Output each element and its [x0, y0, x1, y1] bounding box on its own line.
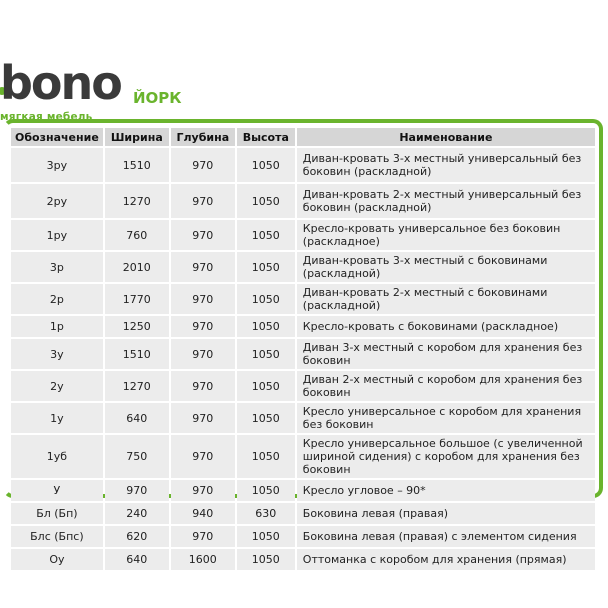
- logo-tagline: мягкая мебель: [0, 111, 93, 123]
- model-title: ЙОРК: [133, 89, 182, 107]
- table-row: [11, 316, 595, 337]
- table-row: [11, 184, 595, 218]
- cell-width: 2010: [105, 252, 169, 282]
- cell-height: 1050: [237, 252, 295, 282]
- cell-name: Диван-кровать 2-х местный универсальный без боковин (раскладной): [297, 184, 595, 218]
- cell-name: Диван-кровать 3-х местный с боковинами (раскладной): [297, 252, 595, 282]
- table-row: [11, 220, 595, 250]
- cell-width: 1510: [105, 148, 169, 182]
- cell-depth: 970: [171, 403, 235, 433]
- cell-depth: 940: [171, 503, 235, 524]
- table-row: [11, 549, 595, 570]
- header-code: Обозначение: [11, 128, 103, 146]
- cell-code: 1р: [11, 316, 103, 337]
- spec-table: [9, 126, 597, 572]
- cell-width: 640: [105, 403, 169, 433]
- cell-height: 1050: [237, 148, 295, 182]
- cell-code: 3у: [11, 339, 103, 369]
- cell-height: 1050: [237, 435, 295, 478]
- cell-depth: 970: [171, 148, 235, 182]
- cell-height: 1050: [237, 526, 295, 547]
- cell-code: 2ру: [11, 184, 103, 218]
- header-height: Высота: [237, 128, 295, 146]
- cell-width: 240: [105, 503, 169, 524]
- cell-code: 3ру: [11, 148, 103, 182]
- cell-name: Оттоманка с коробом для хранения (прямая): [297, 549, 595, 570]
- cell-width: 1270: [105, 371, 169, 401]
- table-row: [11, 480, 595, 501]
- cell-width: 760: [105, 220, 169, 250]
- cell-depth: 970: [171, 339, 235, 369]
- cell-depth: 970: [171, 316, 235, 337]
- cell-height: 1050: [237, 403, 295, 433]
- cell-code: 3р: [11, 252, 103, 282]
- cell-code: 2р: [11, 284, 103, 314]
- cell-height: 1050: [237, 316, 295, 337]
- header-width: Ширина: [105, 128, 169, 146]
- cell-code: У: [11, 480, 103, 501]
- cell-width: 620: [105, 526, 169, 547]
- cell-height: 630: [237, 503, 295, 524]
- cell-name: Диван-кровать 3-х местный универсальный без боковин (раскладной): [297, 148, 595, 182]
- table-header-row: [11, 128, 595, 146]
- cell-code: 1ру: [11, 220, 103, 250]
- header-depth: Глубина: [171, 128, 235, 146]
- logo-word: bono: [0, 56, 121, 110]
- cell-height: 1050: [237, 339, 295, 369]
- cell-width: 1270: [105, 184, 169, 218]
- cell-width: 640: [105, 549, 169, 570]
- cell-height: 1050: [237, 284, 295, 314]
- cell-name: Кресло-кровать универсальное без боковин (раскладное): [297, 220, 595, 250]
- cell-height: 1050: [237, 371, 295, 401]
- cell-depth: 970: [171, 220, 235, 250]
- cell-name: Диван-кровать 2-х местный с боковинами (раскладной): [297, 284, 595, 314]
- cell-width: 750: [105, 435, 169, 478]
- cell-depth: 1600: [171, 549, 235, 570]
- cell-name: Диван 3-х местный с коробом для хранения без боковин: [297, 339, 595, 369]
- cell-name: Кресло-кровать с боковинами (раскладное): [297, 316, 595, 337]
- cell-name: Боковина левая (правая) с элементом сидения: [297, 526, 595, 547]
- cell-name: Диван 2-х местный с коробом для хранения без боковин: [297, 371, 595, 401]
- header-name: Наименование: [297, 128, 595, 146]
- cell-width: 1250: [105, 316, 169, 337]
- table-row: [11, 435, 595, 478]
- cell-height: 1050: [237, 549, 295, 570]
- cell-name: Кресло угловое – 90*: [297, 480, 595, 501]
- cell-depth: 970: [171, 371, 235, 401]
- cell-code: 1уб: [11, 435, 103, 478]
- cell-code: 2у: [11, 371, 103, 401]
- cell-width: 1510: [105, 339, 169, 369]
- cell-depth: 970: [171, 435, 235, 478]
- cell-code: 1у: [11, 403, 103, 433]
- cell-depth: 970: [171, 480, 235, 501]
- cell-name: Кресло универсальное большое (с увеличенной шириной сидения) с коробом для хранения без боковин: [297, 435, 595, 478]
- table-row: [11, 252, 595, 282]
- cell-depth: 970: [171, 184, 235, 218]
- cell-height: 1050: [237, 184, 295, 218]
- table-row: [11, 503, 595, 524]
- table-row: [11, 403, 595, 433]
- cell-name: Кресло универсальное с коробом для хранения без боковин: [297, 403, 595, 433]
- table-row: [11, 371, 595, 401]
- table-row: [11, 148, 595, 182]
- cell-name: Боковина левая (правая): [297, 503, 595, 524]
- cell-code: Оу: [11, 549, 103, 570]
- cell-code: Блс (Бпс): [11, 526, 103, 547]
- cell-depth: 970: [171, 526, 235, 547]
- cell-depth: 970: [171, 252, 235, 282]
- cell-depth: 970: [171, 284, 235, 314]
- brand-logo: [0, 56, 150, 124]
- table-row: [11, 526, 595, 547]
- table-row: [11, 339, 595, 369]
- cell-height: 1050: [237, 480, 295, 501]
- cell-code: Бл (Бп): [11, 503, 103, 524]
- cell-height: 1050: [237, 220, 295, 250]
- cell-width: 970: [105, 480, 169, 501]
- cell-width: 1770: [105, 284, 169, 314]
- table-row: [11, 284, 595, 314]
